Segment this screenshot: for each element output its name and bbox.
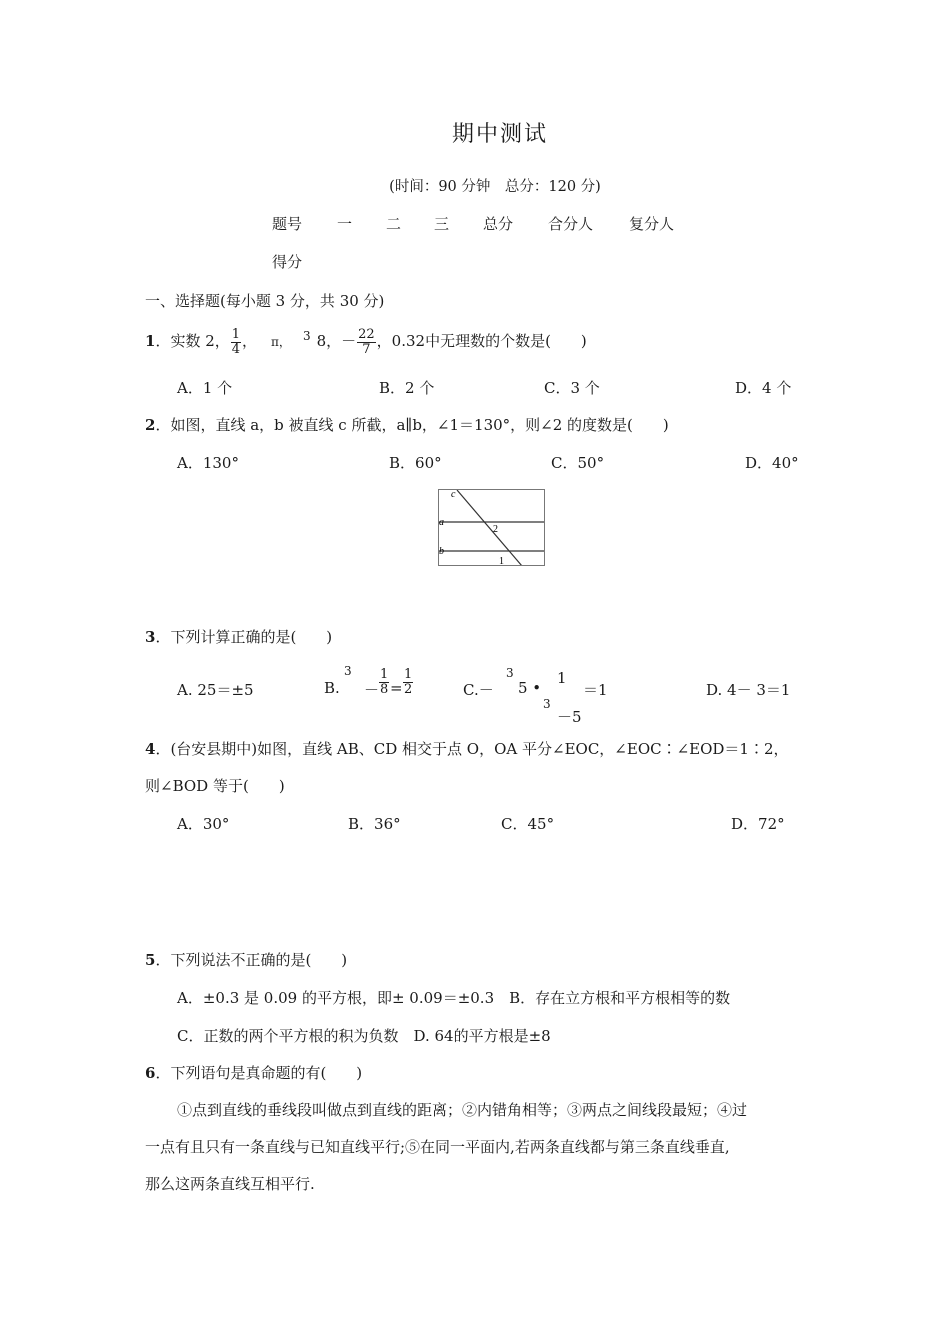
parallel-lines-svg: [439, 490, 544, 565]
q3-option-d: D. 4－ 3＝1: [706, 681, 791, 699]
q6-paragraph-line3: 那么这两条直线互相平行.: [145, 1175, 315, 1193]
q3-option-c-middle: 5 •: [518, 679, 542, 697]
q6-paragraph-line1: ①点到直线的垂线段叫做点到直线的距离；②内错角相等；③两点之间线段最短；④过: [177, 1101, 748, 1119]
q3-stem: ．下列计算正确的是( ): [155, 628, 333, 646]
q5-options-line1: A．±0.3 是 0.09 的平方根，即± 0.09＝±0.3 B．存在立方根和平方根相等的数: [177, 989, 731, 1007]
q2-option-b: B．60°: [389, 454, 442, 472]
q4-stem-line1: ．(台安县期中)如图，直线 AB、CD 相交于点 O，OA 平分∠EOC，∠EOC∶∠EOD＝1∶2，: [155, 740, 789, 758]
q2-number: 2: [145, 416, 156, 434]
q1-option-a: A．1 个: [177, 379, 233, 397]
q4-option-b: B．36°: [348, 815, 401, 833]
score-header-3: 三: [434, 215, 450, 233]
q3-option-b-fraction-2: [402, 668, 414, 696]
score-header-5: 合分人: [548, 215, 594, 233]
q2-option-d: D．40°: [745, 454, 799, 472]
section-heading: 一、选择题(每小题 3 分，共 30 分): [145, 292, 385, 310]
q1-stem-a: ．实数 2，: [155, 332, 230, 351]
q3-option-b-equals: =: [390, 679, 403, 697]
q6-stem: ．下列语句是真命题的有( ): [155, 1064, 363, 1082]
q4-option-a: A．30°: [177, 815, 230, 833]
question-4: [145, 738, 789, 759]
q6-number: 6: [145, 1064, 156, 1082]
q3-number: 3: [145, 628, 156, 646]
q4-stem-line2: 则∠BOD 等于( ): [145, 777, 285, 795]
label-c: c: [451, 490, 456, 500]
q1-stem-b: 中无理数的个数是( ): [425, 332, 587, 351]
q4-option-c: C．45°: [501, 815, 555, 833]
q5-options-line2: C．正数的两个平方根的积为负数 D. 64的平方根是±8: [177, 1027, 551, 1045]
q1-option-b: B．2 个: [379, 379, 435, 397]
q3-b-frac2-num: 1: [404, 667, 413, 682]
q1-number: 1: [145, 332, 156, 351]
q3-option-c-index: 3: [506, 666, 514, 680]
q3-option-c-equals: ＝1: [583, 681, 608, 699]
q1-option-d: D．4 个: [735, 379, 792, 397]
q2-stem: ．如图，直线 a，b 被直线 c 所截，a∥b，∠1＝130°，则∠2 的度数是( ): [155, 416, 669, 434]
q1-frac1-num: 1: [231, 327, 241, 342]
q1-pi: π，: [271, 335, 291, 350]
q1-option-c: C．3 个: [544, 379, 600, 397]
q3-option-b-prefix: B.: [324, 679, 340, 697]
q2-option-c: C．50°: [551, 454, 605, 472]
question-2: [145, 414, 669, 435]
q5-stem: ．下列说法不正确的是( ): [155, 951, 348, 969]
q3-option-b-minus: －: [364, 681, 380, 699]
question-1: 1．实数 2， $\frac{1}{4}$ ， π， $^3$ 8，－ $\frac{22}{7}$ ，0.32中无理数的个数是( ): [145, 327, 587, 357]
q1-fraction-2: [357, 328, 376, 356]
score-header-6: 复分人: [629, 215, 675, 233]
q3-option-c-den-index: 3: [543, 697, 551, 711]
q1-decimal: ，0.32: [376, 332, 426, 351]
q1-frac1-den: 4: [231, 341, 241, 357]
label-angle-1: 1: [499, 556, 504, 565]
q3-option-c-denominator: －5: [557, 708, 582, 726]
q1-frac2-num: 22: [358, 327, 375, 342]
q3-option-b-fraction-1: [378, 668, 390, 696]
score-header-2: 二: [386, 215, 402, 233]
exam-info: (时间：90 分钟 总分：120 分): [389, 179, 601, 195]
q4-number: 4: [145, 740, 156, 758]
q3-option-c-prefix: C.－: [463, 681, 494, 699]
q3-option-c-numerator: 1: [557, 669, 567, 687]
line-c: [457, 490, 522, 565]
q3-option-a: A. 25＝±5: [177, 681, 254, 699]
q2-option-a: A．130°: [177, 454, 239, 472]
score-header-1: 一: [337, 215, 353, 233]
q5-number: 5: [145, 951, 156, 969]
parallel-lines-figure: [438, 489, 545, 566]
page-title: 期中测试: [451, 122, 548, 147]
question-3: [145, 626, 332, 647]
label-b: b: [439, 546, 444, 557]
q1-fraction-1: [231, 328, 241, 356]
q3-option-b-index: 3: [344, 664, 352, 678]
question-6: [145, 1062, 362, 1083]
q3-b-frac1-den: 8: [380, 681, 389, 697]
question-5: [145, 949, 347, 970]
q1-frac2-den: 7: [362, 341, 371, 357]
q3-b-frac2-den: 2: [404, 681, 413, 697]
q6-paragraph-line2: 一点有且只有一条直线与已知直线平行;⑤在同一平面内,若两条直线都与第三条直线垂直,: [145, 1138, 730, 1156]
label-a: a: [439, 517, 444, 528]
score-header-4: 总分: [483, 215, 514, 233]
q4-option-d: D．72°: [731, 815, 785, 833]
score-row-label: 得分: [272, 253, 303, 271]
label-angle-2: 2: [493, 524, 498, 535]
q3-b-frac1-num: 1: [380, 667, 389, 682]
q1-cube-value: 8，－: [316, 332, 357, 351]
q1-cube-index: 3: [302, 329, 311, 344]
score-header-0: 题号: [272, 215, 303, 233]
